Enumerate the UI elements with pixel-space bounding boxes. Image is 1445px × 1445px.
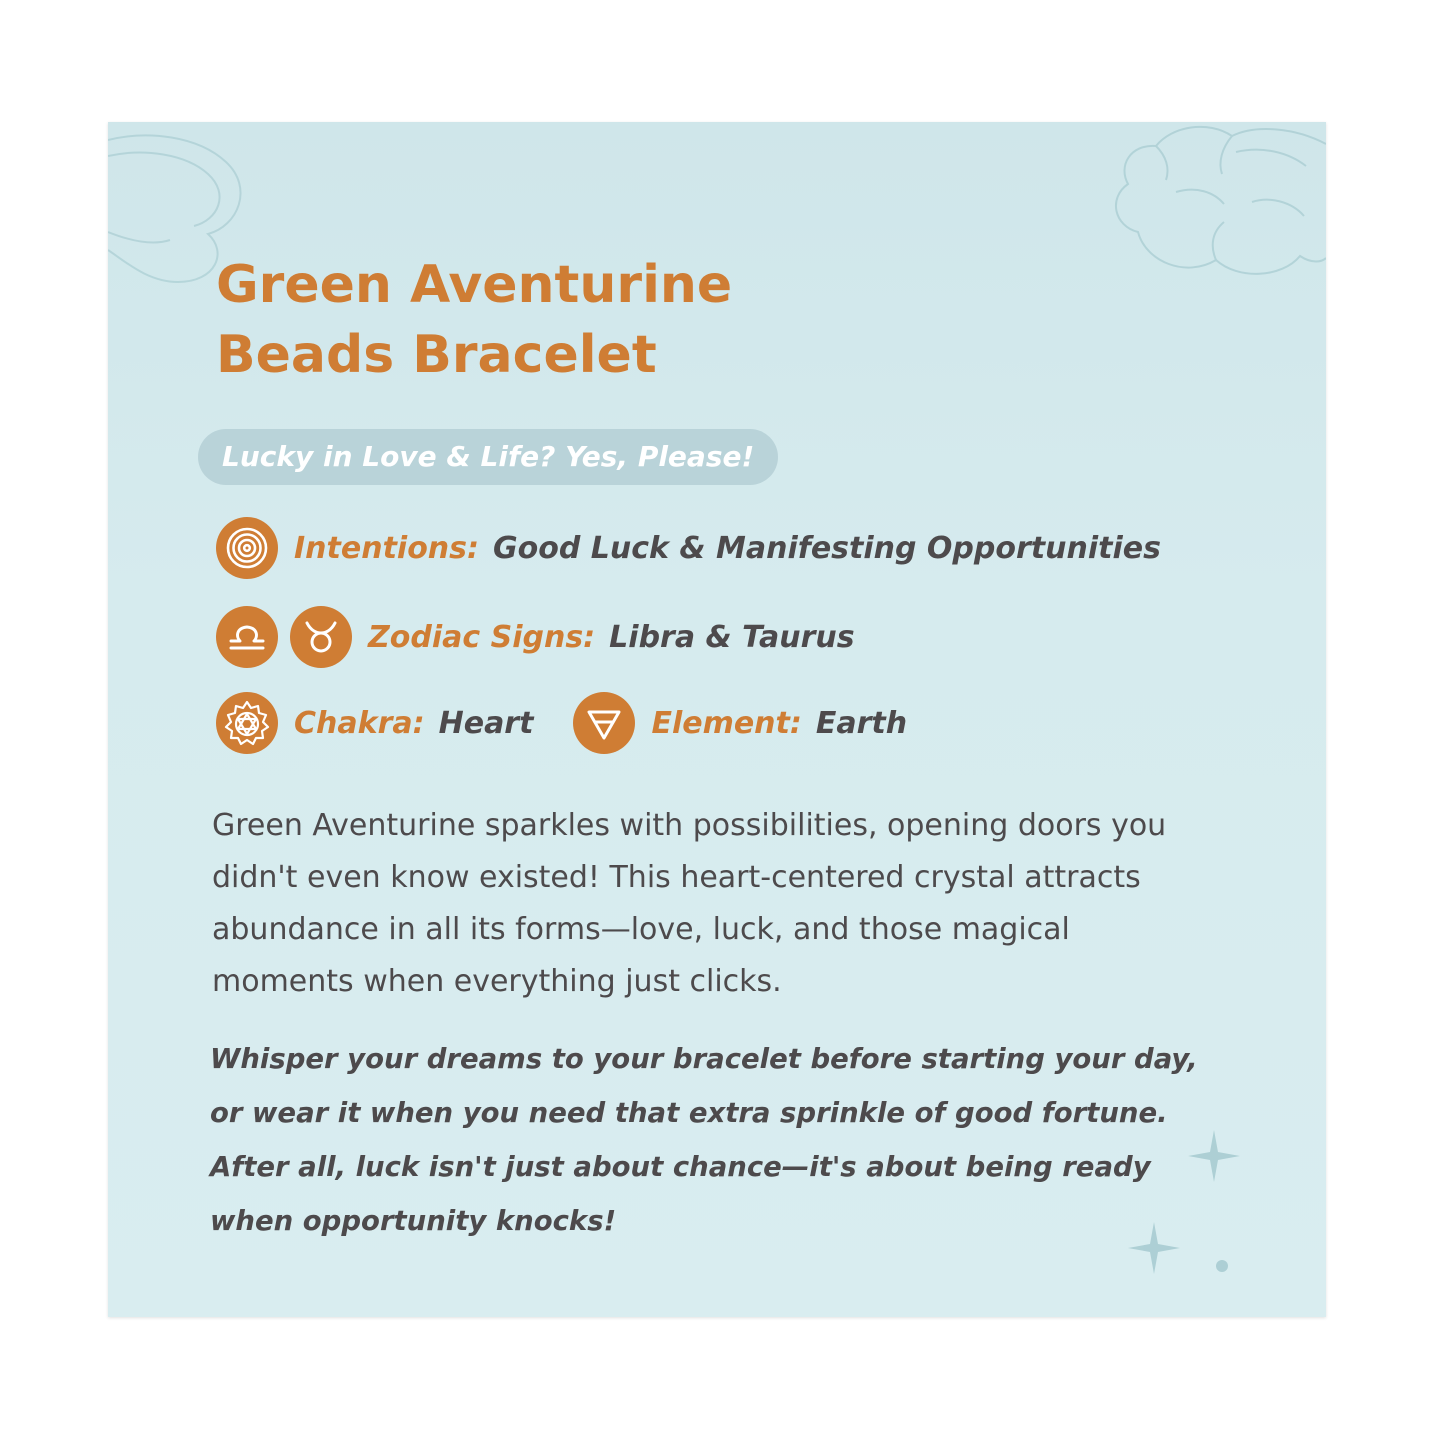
cloud-decoration-right: [1056, 122, 1326, 292]
tagline-badge: Lucky in Love & Life? Yes, Please!: [198, 429, 778, 485]
chakra-element-row: [216, 692, 907, 754]
element-value: Earth: [815, 705, 908, 741]
taurus-icon: [290, 606, 352, 668]
description-paragraph: Green Aventurine sparkles with possibilities, opening doors you didn't even know existed! This heart-centered crystal attracts abundance in all its forms—love, luck, and those magical moments when everything just clicks.: [212, 808, 1167, 999]
zodiac-value: Libra & Taurus: [609, 619, 855, 655]
concentric-circles-icon: [216, 517, 278, 579]
intentions-label: Intentions:: [294, 530, 480, 566]
info-card: [108, 122, 1326, 1317]
title-line-2: Beads Bracelet: [216, 325, 657, 385]
chakra-label: Chakra:: [294, 705, 425, 741]
chakra-value: Heart: [438, 705, 534, 741]
ritual-paragraph: Whisper your dreams to your bracelet before starting your day, or wear it when you need that extra sprinkle of good fortune. After all, luck isn't just about chance—it's about being ready when opportunity knocks!: [210, 1043, 1198, 1237]
element-label: Element:: [651, 705, 802, 741]
intentions-value: Good Luck & Manifesting Opportunities: [493, 530, 1161, 566]
zodiac-label: Zodiac Signs:: [368, 619, 596, 655]
earth-element-icon: [573, 692, 635, 754]
heart-chakra-icon: [216, 692, 278, 754]
title-line-1: Green Aventurine: [216, 255, 733, 315]
intentions-row: [216, 517, 1161, 579]
product-title: [216, 250, 732, 390]
libra-icon: [216, 606, 278, 668]
zodiac-row: [216, 606, 855, 668]
